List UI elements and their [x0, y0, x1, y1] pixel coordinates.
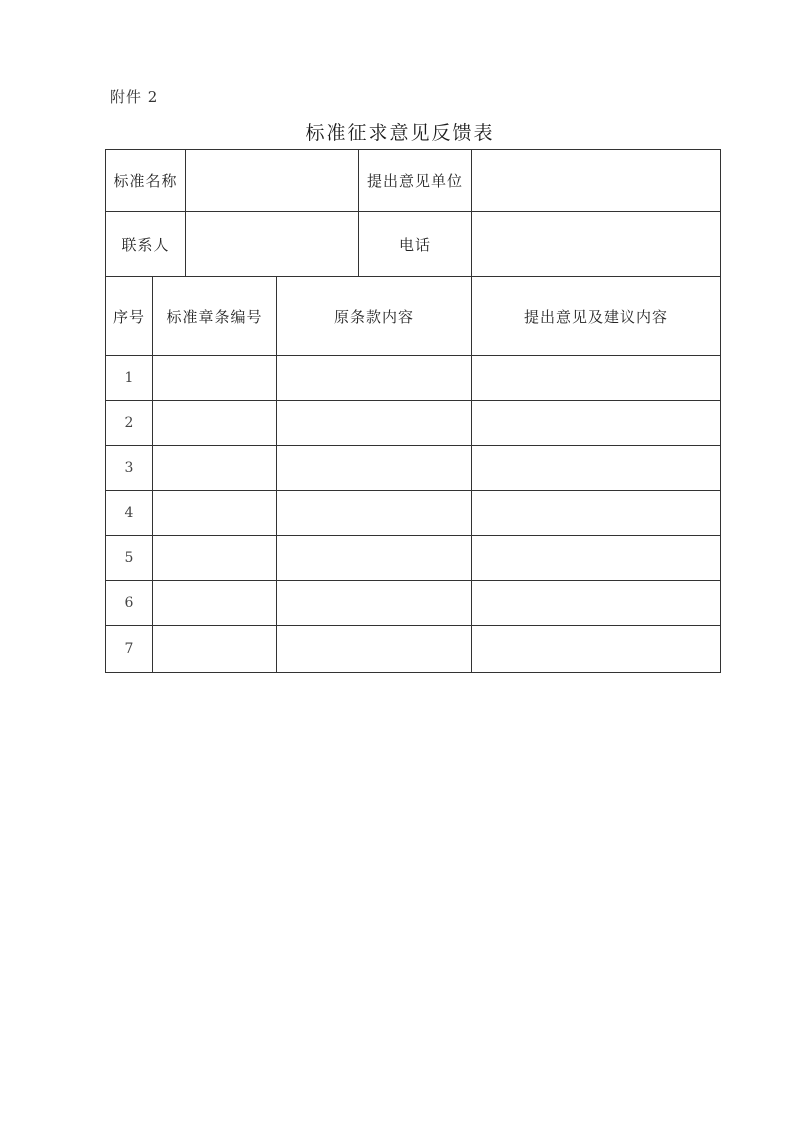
- contact-field[interactable]: [185, 211, 359, 277]
- contact-label: 联系人: [105, 211, 186, 277]
- original-content-field[interactable]: [276, 625, 472, 673]
- attachment-label: 附件 2: [110, 88, 159, 106]
- original-content-field[interactable]: [276, 355, 472, 401]
- suggestion-field[interactable]: [471, 445, 721, 491]
- original-content-field[interactable]: [276, 400, 472, 446]
- suggestion-field[interactable]: [471, 625, 721, 673]
- clause-field[interactable]: [152, 625, 277, 673]
- suggestion-field[interactable]: [471, 580, 721, 626]
- suggestion-field[interactable]: [471, 400, 721, 446]
- row-number: 3: [105, 445, 153, 491]
- phone-label: 电话: [358, 211, 472, 277]
- suggestion-field[interactable]: [471, 355, 721, 401]
- clause-field[interactable]: [152, 400, 277, 446]
- clause-field[interactable]: [152, 355, 277, 401]
- column-header-original: 原条款内容: [276, 276, 472, 356]
- row-number: 1: [105, 355, 153, 401]
- row-number: 7: [105, 625, 153, 673]
- clause-field[interactable]: [152, 535, 277, 581]
- form-title: 标准征求意见反馈表: [305, 122, 495, 144]
- column-header-no: 序号: [105, 276, 153, 356]
- row-number: 5: [105, 535, 153, 581]
- phone-field[interactable]: [471, 211, 721, 277]
- row-number: 2: [105, 400, 153, 446]
- submitting-unit-label: 提出意见单位: [358, 149, 472, 212]
- column-header-suggestion: 提出意见及建议内容: [471, 276, 721, 356]
- original-content-field[interactable]: [276, 490, 472, 536]
- suggestion-field[interactable]: [471, 535, 721, 581]
- clause-field[interactable]: [152, 580, 277, 626]
- standard-name-field[interactable]: [185, 149, 359, 212]
- clause-field[interactable]: [152, 490, 277, 536]
- clause-field[interactable]: [152, 445, 277, 491]
- row-number: 6: [105, 580, 153, 626]
- feedback-form-table: [106, 150, 721, 674]
- original-content-field[interactable]: [276, 445, 472, 491]
- suggestion-field[interactable]: [471, 490, 721, 536]
- original-content-field[interactable]: [276, 535, 472, 581]
- row-number: 4: [105, 490, 153, 536]
- standard-name-label: 标准名称: [105, 149, 186, 212]
- submitting-unit-field[interactable]: [471, 149, 721, 212]
- column-header-clause: 标准章条编号: [152, 276, 277, 356]
- original-content-field[interactable]: [276, 580, 472, 626]
